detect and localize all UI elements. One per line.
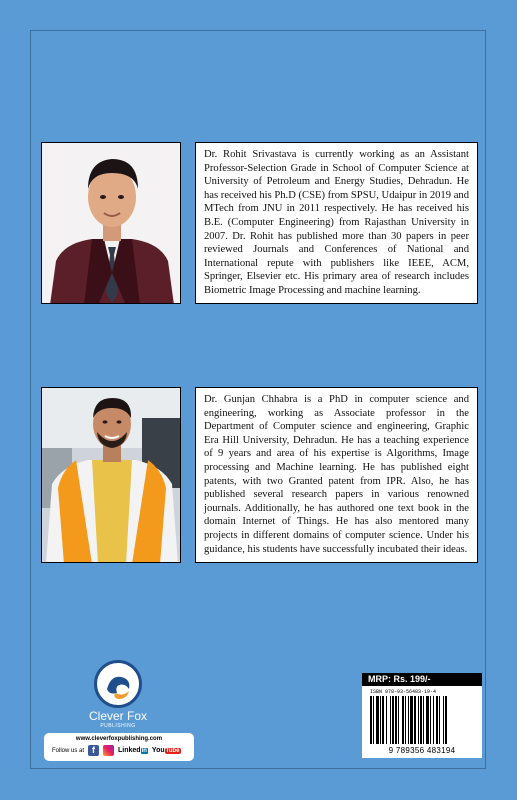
- barcode-bar: [414, 696, 416, 744]
- barcode-bar: [423, 696, 424, 744]
- barcode-area: [362, 686, 482, 758]
- barcode-bar: [392, 696, 394, 744]
- barcode-number: 9 789356 483194: [388, 746, 456, 755]
- barcode-bar: [380, 696, 381, 744]
- barcode-bar: [430, 696, 431, 744]
- isbn-text: ISBN 978-93-56483-19-4: [370, 689, 437, 695]
- barcode-bar: [398, 696, 399, 744]
- barcode-bar: [390, 696, 391, 744]
- author1-photo: [41, 142, 181, 304]
- barcode-bar: [382, 696, 384, 744]
- barcode-bar: [373, 696, 374, 744]
- barcode-bar: [443, 696, 444, 744]
- linkedin-icon[interactable]: Linkedin: [118, 747, 147, 754]
- barcode-bar: [433, 696, 434, 744]
- follow-label: Follow us at: [52, 747, 85, 754]
- fox-logo-icon: [94, 660, 142, 708]
- mrp-label: MRP: Rs. 199/-: [362, 673, 482, 686]
- barcode-bar: [386, 696, 387, 744]
- facebook-icon[interactable]: f: [88, 745, 99, 756]
- barcode-bar: [402, 696, 404, 744]
- publisher-sub: PUBLISHING: [100, 723, 136, 729]
- publisher-name: Clever Fox: [88, 709, 147, 723]
- author2-bio: [195, 387, 478, 563]
- instagram-icon[interactable]: [103, 745, 114, 756]
- author2-portrait-illustration: [42, 388, 181, 563]
- social-bar: [44, 733, 194, 761]
- author1-bio-text: Dr. Rohit Srivastava is currently working as an Assistant Professor-Selection Grade in School of Computer Science at University of Petroleum and Energy Studies, Dehradun. He has received his Ph.D (CSE) from SPSU, Udaipur in 2019 and MTech from JNU in 2011 respectively. He has received his B.E. (Computer Engineering) from Rajasthan University in 2007. Dr. Rohit has published more than 30 papers in peer reviewed Journals and Conferences of National and International repute with publishers like IEEE, ACM, Springer, Elsevier etc. His primary area of research includes Biometric Image Processing and machine learning.: [204, 149, 469, 296]
- barcode-bar: [426, 696, 429, 744]
- barcode-bar: [418, 696, 419, 744]
- social-row: [44, 745, 194, 756]
- author2-bio-text: Dr. Gunjan Chhabra is a PhD in computer science and engineering, working as Associate professor in the Department of Computer science and engineering, Graphic Era Hill University, Dehradun. He has a teaching experience of 9 years and area of his expertise is Algorithms, Image processing and Machine learning. He has published eight patents, with two Granted patent from IPR. Also, he has published several research papers in various renowned journals. Additionally, he has authored one text book in the domain Internet of Things. He has also mentored many projects in different domains of computer science. Under his guidance, his students have successfully incubated their ideas.: [204, 394, 469, 555]
- barcode-bar: [410, 696, 413, 744]
- barcode-bar: [395, 696, 397, 744]
- barcode-bar: [445, 696, 447, 744]
- youtube-icon[interactable]: YouTube: [151, 747, 180, 754]
- website-link[interactable]: www.cleverfoxpublishing.com: [75, 736, 163, 742]
- barcode-bar: [370, 696, 372, 744]
- author1-portrait-illustration: [42, 143, 181, 304]
- author1-bio: [195, 142, 478, 304]
- barcode-icon: [366, 696, 478, 746]
- publisher-logo: [88, 660, 148, 732]
- barcode-bar: [408, 696, 409, 744]
- barcode-bar: [436, 696, 438, 744]
- author2-photo: [41, 387, 181, 563]
- barcode-bar: [439, 696, 440, 744]
- barcode-bar: [376, 696, 379, 744]
- barcode-bar: [405, 696, 406, 744]
- barcode-bar: [420, 696, 422, 744]
